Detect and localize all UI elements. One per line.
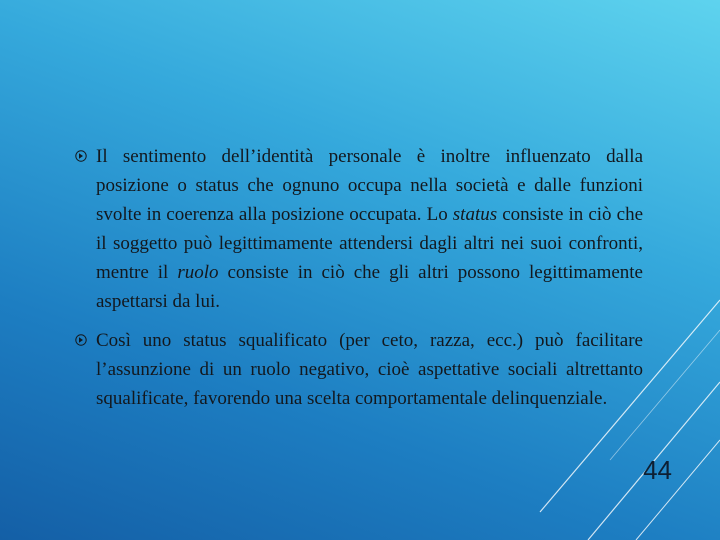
circled-arrow-icon [75, 150, 87, 162]
bullet-text: Il sentimento dell’identità personale è inoltre influenzato dalla posizione o status che ognuno occupa nella società e dalle funzioni svolte in coerenza alla posizione occupata. Lo [96, 146, 643, 225]
bullet-text: Così uno status squalificato (per ceto, razza, ecc.) può facilitare l’assunzione di un ruolo negativo, cioè aspettative sociali altrettanto squalificate, favorendo una scelta comportamentale delinquenziale. [96, 330, 643, 409]
bullet-text: consiste in ciò che il soggetto può legittimamente attendersi dagli altri nei suoi confronti, mentre il [96, 204, 643, 283]
circled-arrow-icon [75, 334, 87, 346]
bullet-text: consiste in ciò che gli altri possono legittimamente aspettarsi da lui. [96, 262, 643, 312]
bullet-item [75, 142, 643, 316]
page-number: 44 [643, 455, 672, 485]
term-ruolo: ruolo [177, 262, 219, 283]
term-status: status [452, 204, 498, 225]
bullet-item [75, 326, 643, 413]
bullet-list [75, 142, 643, 423]
